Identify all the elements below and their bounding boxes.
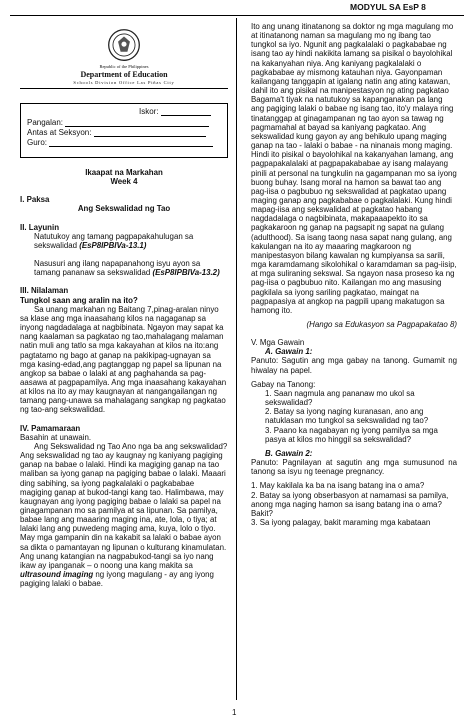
paksa-heading: I. Paksa [20,195,50,205]
left-column [20,22,228,588]
source-citation: (Hango sa Edukasyon sa Pagpapakatao 8) [306,320,457,329]
pamamaraan-paragraph [20,442,228,589]
ultrasound-term: ultrasound imaging [20,570,94,580]
office-label: Schools Division Office Las Piñas City [73,80,175,85]
antas-row [27,128,206,137]
guro-label: Guro: [27,138,48,147]
gawain-heading: V. Mga Gawain [251,338,305,348]
iskor-field[interactable] [161,107,211,116]
header-title: MODYUL SA EsP 8 [350,2,426,12]
layunin-heading: II. Layunin [20,222,60,232]
pamamaraan-heading: IV. Pamamaraan [20,423,81,433]
paragraph-start: Ang Sekswalidad ng Tao Ano nga ba ang sekswalidad? Ang sekswalidad ng tao ay kaugnay ng kaniyang pagiging ganap na babae o lalaki. Hindi ka magiging ganap na tao maliban sa iyong ganap na pagiging babae o lalaki. Maaari ding sabihing, sa iyong pagkalalaki o pagkababae magiging ganap at bukod-tangi kang tao. Halimbawa, may kaugnayan ang iyong pagiging babae o lalaki sa papel na ginagampanan mo sa pamilya at sa lipunan. Sa pamilya, babae lang ang maaaring maging ina, ate, lola, o tiya; at lalaki lang ang puwedeng maging ama, kuya, lolo o tiyo. May mga gampanin din na kakabit sa lalaki o babae ayon sa dikta o pamantayan ng lipunan o kulturang kinamulatan. Ang unang katangian na nagpabukod-tangi sa iyo nang ikaw ay ipanganak – o noong una kang makita sa [20,441,228,570]
republic-label: Republic of the Philippines [99,64,149,69]
objective-2 [20,259,228,277]
gawain1-question: 2. Batay sa iyong naging kuranasan, ano ang natuklasan mo tungkol sa sekswalidad ng tao? [265,407,429,426]
paksa-title: Ang Sekswalidad ng Tao [77,204,171,214]
objective-code: (EsP8IPBIVa-13.1) [79,240,147,250]
gabay-label: Gabay na Tanong: [251,379,316,389]
objective-code: (EsP8IPBIVa-13.2) [152,268,220,278]
pangalan-label: Pangalan: [27,118,64,127]
gawain2-question: 3. Sa iyong palagay, bakit maraming mga kabataan [251,517,431,527]
pangalan-row [27,118,209,127]
nilalaman-paragraph: Sa unang markahan ng Baitang 7,pinag-aralan ninyo sa klase ang mga inaasahang kilos na nagaganap sa inyong nagdadalaga at nagbibinata. Ngayon may sapat ka nang kaalaman sa pagkatao ng tao,mahalagang malaman natin muli ang tatlo sa mga kakayahan at kilos na ito:ang pagtatamo ng bago at ganap na pakikipag-ugnayan sa mga kasing-edad,ang pagtanggap ng papel sa lipunan na angkop sa babae o lalaki at ang paghahanda sa pag-aasawa at pagpapamilya. Ang mga inaasahang kakayahan at kilos na ito ay may kaugnayan at nangangailangan ng tamang pang-unawa sa mahalagang sangkap ng pagkatao ng tao-ang sekswalidad. [20,304,227,415]
pangalan-field[interactable] [65,118,209,127]
gawain2-question: 1. May kakilala ka ba na isang batang ina o ama? [251,481,425,491]
header-rule [10,15,464,16]
gawain1-question: 3. Paano ka nagabayan ng iyong pamilya sa mga pasya at kilos mo hinggil sa sekswalidad? [265,425,438,444]
guro-row [27,138,213,147]
page-number: 1 [232,708,237,717]
guro-field[interactable] [49,138,213,147]
continued-paragraph: Ito ang unang itinatanong sa doktor ng mga magulang mo at itinatanong naman sa magulang mo ng ibang tao tungkol sa iyo. Ngunit ang pagkalalaki o pagkababae ng isang tao ay hindi nakikita lamang sa pisikal o bayolohikal na kakanyahan niya. Ang kaniyang pagkalalaki o pagkababae ay mismong katauhan niya. Gayonpaman kailangang tanggapin at igalang natin ang ating katawan, dahil ito ang pisikal na manipestasyon ng ating pagkatao Bagama't tiyak na natutukoy sa kapanganakan pa lang ang pagiging lalaki o babae ng isang tao, ito'y malaya ring tinatanggap at ginagampanan ng tao ayon sa tawag ng pagmamahal at bayad sa kaniyang pagkatao. Ang sekswalidad kung gayon ay ang behikulo upang maging ganap na tao - lalaki o babae - na ninanais mong maging. Hindi ito pisikal o bayolohikal na kakanyahan lamang, ang pagpapakalalaki at pagpapakababae ay isang malayang pinili at personal na tungkulin na gagampanan mo sa iyong buong buhay. Isang moral na hamon sa bawat tao ang pag-iisa o pagbubuo ng sekswalidad at pagkatao upang maging ganap ang pagkababae o pagkalalaki. Kung hindi mapag-iisa ang sekswalidad at pagkatao habang nagdadalaga o nagbibinata, makapaaapekto ito sa pagkakaroon ng ganap na pagsapit ng sapat na gulang (adulthood). Sa isang taong nasa sapat nang gulang, ang kakulangan na ito ay maaaring magkaroon ng manipestasyon bilang kawalan ng kumpiyansa sa sarili, mga karamdamang sikolohikal o karamdaman sa pag-iisip, at mga suliraning sekswal. Sa ngayon nasa proseso ka ng pag-iisa o pagbubuo nito. Kailangan mo ang masusing pagkilala sa iyong sariling pagkatao, maingat na pagpapasiya at angkop na pagpili upang makatugon sa hamong ito. [251,22,457,315]
paragraph-end: ng iyong magulang - ay ang iyong pagiging lalaki o babae. [20,570,214,589]
gawain1-title: A. Gawain 1: [265,347,313,357]
student-info-box [20,103,228,158]
department-label: Department of Education [80,70,168,79]
gawain2-title: B. Gawain 2: [265,448,313,458]
objective-text: Natutukoy ang tamang pagpapakahulugan sa sekswalidad [34,231,194,250]
right-column [251,22,457,527]
antas-label: Antas at Seksyon: [27,128,92,137]
quarter-title: Ikaapat na Markahan [85,168,163,177]
objective-text: Nasusuri ang ilang napapanahong isyu ayon sa tamang pananaw sa sekswalidad [34,259,201,278]
pamamaraan-intro: Basahin at unawain. [20,432,92,442]
nilalaman-subheading: Tungkol saan ang aralin na ito? [20,295,138,305]
gawain2-panuto: Panuto: Pagnilayan at sagutin ang mga sumusunod na tanong sa isyu ng teenage pregnancy. [251,458,457,477]
letterhead-rule [20,88,228,89]
iskor-row [139,107,211,116]
column-divider [236,18,237,700]
gawain1-question: 1. Saan nagmula ang pananaw mo ukol sa sekswalidad? [265,388,415,408]
gawain2-question: 2. Batay sa iyong obserbasyon at namamasi sa pamilya, anong mga naging hamon sa isang batang ina o ama? Bakit? [251,490,449,518]
week-title: Week 4 [110,177,138,187]
iskor-label: Iskor: [139,107,159,116]
nilalaman-heading: III. Nilalaman [20,286,69,296]
objective-1 [20,232,228,250]
antas-field[interactable] [94,128,206,137]
gawain1-panuto: Panuto: Sagutin ang mga gabay na tanong. Gumamit ng hiwalay na papel. [251,356,457,375]
deped-seal-icon [107,28,141,62]
